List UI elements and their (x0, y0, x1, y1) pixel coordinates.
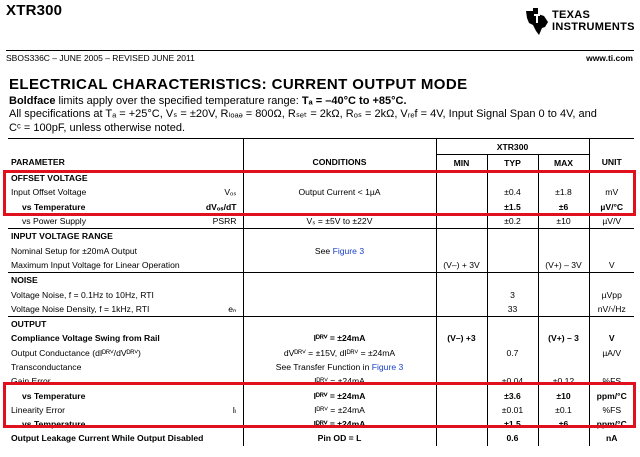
table-row (8, 214, 634, 229)
typ-cell: ±1.5 (487, 417, 538, 431)
param-label: Compliance Voltage Swing from Rail (11, 333, 160, 344)
typ-cell: 33 (487, 302, 538, 317)
min-cell (436, 360, 487, 374)
highlight-box-offset (3, 170, 636, 216)
conditions-text: Iᴰᴿⱽ = ±24mA (314, 376, 365, 387)
conditions-cell (243, 214, 436, 229)
param-label: Transconductance (11, 362, 82, 372)
min-cell (436, 287, 487, 301)
max-cell (538, 431, 589, 445)
unit-cell: ppm/°C (589, 417, 634, 431)
section-title: INPUT VOLTAGE RANGE (8, 229, 243, 244)
param-cell (8, 331, 243, 345)
conditions-text: Output Current < 1µA (298, 187, 381, 198)
figure-link[interactable]: Figure 3 (371, 362, 404, 372)
intro-line2: All specifications at Tₐ = +25°C, Vₛ = ±20V, Rₗₒₐₔ = 800Ω, Rₛₑₜ = 2kΩ, Rₒₛ = 2kΩ, Vᵣₑf = 4V, Input Signal Span 0 to 4V, and (9, 108, 597, 121)
min-cell (436, 214, 487, 229)
table-row (8, 302, 634, 317)
logo-line2: INSTRUMENTS (552, 21, 635, 33)
typ-cell: ±0.04 (487, 374, 538, 388)
unit-cell: ppm/°C (589, 388, 634, 402)
param-cell (8, 302, 243, 317)
conditions-text: See Transfer Function in (275, 362, 372, 372)
typ-cell (487, 360, 538, 374)
conditions-text: Iᴰᴿⱽ = ±24mA (314, 404, 365, 415)
website-link[interactable]: www.ti.com (586, 53, 633, 63)
param-cell (8, 258, 243, 273)
max-cell (538, 287, 589, 301)
conditions-text: Iᴰᴿⱽ = ±24mA (313, 390, 366, 401)
typ-cell (487, 243, 538, 257)
max-cell: ±0.1 (538, 403, 589, 417)
param-label: Output Conductance (dIᴰᴿⱽ/dVᴰᴿⱽ) (11, 347, 141, 358)
unit-cell: V (589, 258, 634, 273)
param-symbol: eₙ (228, 303, 237, 314)
conditions-cell (243, 302, 436, 317)
param-label: Gain Error (11, 376, 51, 387)
max-cell: ±1.8 (538, 185, 589, 199)
unit-cell: µV/°C (589, 200, 634, 214)
unit-cell: mV (589, 185, 634, 199)
param-label: Input Offset Voltage (11, 187, 87, 198)
typ-cell (487, 258, 538, 273)
max-cell (538, 346, 589, 360)
param-cell (8, 360, 243, 374)
conditions-text: dVᴰᴿⱽ = ±15V, dIᴰᴿⱽ = ±24mA (283, 347, 396, 358)
param-label: vs Temperature (22, 419, 86, 430)
part-number: XTR300 (6, 2, 63, 19)
max-cell: (V+) – 3 (538, 331, 589, 345)
max-cell: ±0.12 (538, 374, 589, 388)
param-label: vs Power Supply (22, 216, 87, 227)
table-row (8, 346, 634, 360)
typ-cell: 0.6 (487, 431, 538, 445)
section-title: OFFSET VOLTAGE (8, 171, 243, 186)
param-label: Voltage Noise Density, f = 1kHz, RTI (11, 303, 150, 314)
col-conditions: CONDITIONS (243, 155, 436, 171)
param-label: Output Leakage Current While Output Disabled (11, 433, 204, 444)
intro-line1-rest: limits apply over the specified temperature range: (55, 95, 302, 107)
table-row (8, 331, 634, 345)
table-row (8, 431, 634, 445)
typ-cell: 3 (487, 287, 538, 301)
typ-cell: ±0.2 (487, 214, 538, 229)
col-min: MIN (436, 155, 487, 171)
param-cell (8, 346, 243, 360)
param-symbol: Iₗ (232, 404, 237, 415)
unit-cell: V (589, 331, 634, 345)
max-cell: ±6 (538, 417, 589, 431)
max-cell: ±10 (538, 214, 589, 229)
max-cell (538, 302, 589, 317)
conditions-cell (243, 360, 436, 374)
conditions-cell (243, 287, 436, 301)
figure-link[interactable]: Figure 3 (332, 245, 365, 256)
conditions-cell (243, 243, 436, 257)
typ-cell: ±0.4 (487, 185, 538, 199)
col-max: MAX (538, 155, 589, 171)
conditions-cell (243, 431, 436, 445)
conditions-text: Iᴰᴿⱽ = ±24mA (313, 333, 366, 344)
min-cell (436, 243, 487, 257)
table-row (8, 287, 634, 301)
max-cell (538, 243, 589, 257)
ti-state-icon (524, 8, 550, 36)
intro-text (9, 95, 634, 135)
typ-cell: ±1.5 (487, 200, 538, 214)
unit-cell (589, 360, 634, 374)
param-cell (8, 214, 243, 229)
table-row (8, 360, 634, 374)
section-title: NOISE (8, 273, 243, 288)
max-cell: ±6 (538, 200, 589, 214)
param-label: Maximum Input Voltage for Linear Operation (11, 259, 180, 270)
conditions-text: Vₛ = ±5V to ±22V (306, 216, 373, 227)
highlight-box-gain-linearity (3, 382, 636, 428)
typ-cell: 0.7 (487, 346, 538, 360)
unit-cell: µV/V (589, 214, 634, 229)
param-label: Nominal Setup for ±20mA Output (11, 245, 138, 256)
conditions-text: See (314, 245, 333, 256)
unit-cell: nV/√Hz (589, 302, 634, 317)
unit-cell: %FS (589, 403, 634, 417)
header-rule (6, 50, 634, 51)
max-cell (538, 360, 589, 374)
section-row (8, 229, 634, 244)
conditions-text: Pin OD = L (317, 433, 362, 444)
logo-line1: TEXAS (552, 9, 591, 21)
conditions-text: Iᴰᴿⱽ = ±24mA (313, 419, 366, 430)
typ-cell (487, 331, 538, 345)
intro-line3: Cᶜ = 100pF, unless otherwise noted. (9, 121, 186, 134)
min-cell: (V–) + 3V (436, 258, 487, 273)
col-parameter: PARAMETER (8, 155, 243, 171)
min-cell (436, 346, 487, 360)
conditions-cell (243, 331, 436, 345)
intro-temp-range: Tₐ = –40°C to +85°C. (301, 95, 407, 107)
param-label: vs Temperature (22, 201, 86, 212)
section-heading: ELECTRICAL CHARACTERISTICS: CURRENT OUTPUT MODE (9, 76, 468, 93)
max-cell: (V+) – 3V (538, 258, 589, 273)
section-row (8, 316, 634, 331)
param-label: Linearity Error (11, 404, 65, 415)
param-label: Voltage Noise, f = 0.1Hz to 10Hz, RTI (11, 289, 154, 300)
min-cell (436, 302, 487, 317)
min-cell: (V–) +3 (436, 331, 487, 345)
typ-cell: ±3.6 (487, 388, 538, 402)
intro-line1 (9, 95, 634, 108)
param-cell (8, 431, 243, 445)
max-cell: ±10 (538, 388, 589, 402)
table-row (8, 258, 634, 273)
unit-cell: nA (589, 431, 634, 445)
min-cell (436, 431, 487, 445)
param-symbol: PSRR (212, 216, 237, 227)
col-typ: TYP (487, 155, 538, 171)
param-cell (8, 287, 243, 301)
col-unit: UNIT (589, 155, 634, 171)
unit-cell: µVpp (589, 287, 634, 301)
typ-cell: ±0.01 (487, 403, 538, 417)
ti-logo (524, 8, 634, 38)
device-header: XTR300 (436, 139, 589, 155)
unit-cell (589, 243, 634, 257)
param-label: vs Temperature (22, 390, 86, 401)
section-row (8, 273, 634, 288)
table-row (8, 243, 634, 257)
param-symbol: dVₒₛ/dT (205, 201, 237, 212)
conditions-cell (243, 258, 436, 273)
conditions-cell (243, 346, 436, 360)
param-cell (8, 243, 243, 257)
doc-id: SBOS336C – JUNE 2005 – REVISED JUNE 2011 (6, 53, 195, 63)
unit-cell: %FS (589, 374, 634, 388)
section-title: OUTPUT (8, 316, 243, 331)
param-symbol: Vₒₛ (224, 187, 237, 198)
unit-cell: µA/V (589, 346, 634, 360)
intro-boldface: Boldface (9, 95, 56, 107)
